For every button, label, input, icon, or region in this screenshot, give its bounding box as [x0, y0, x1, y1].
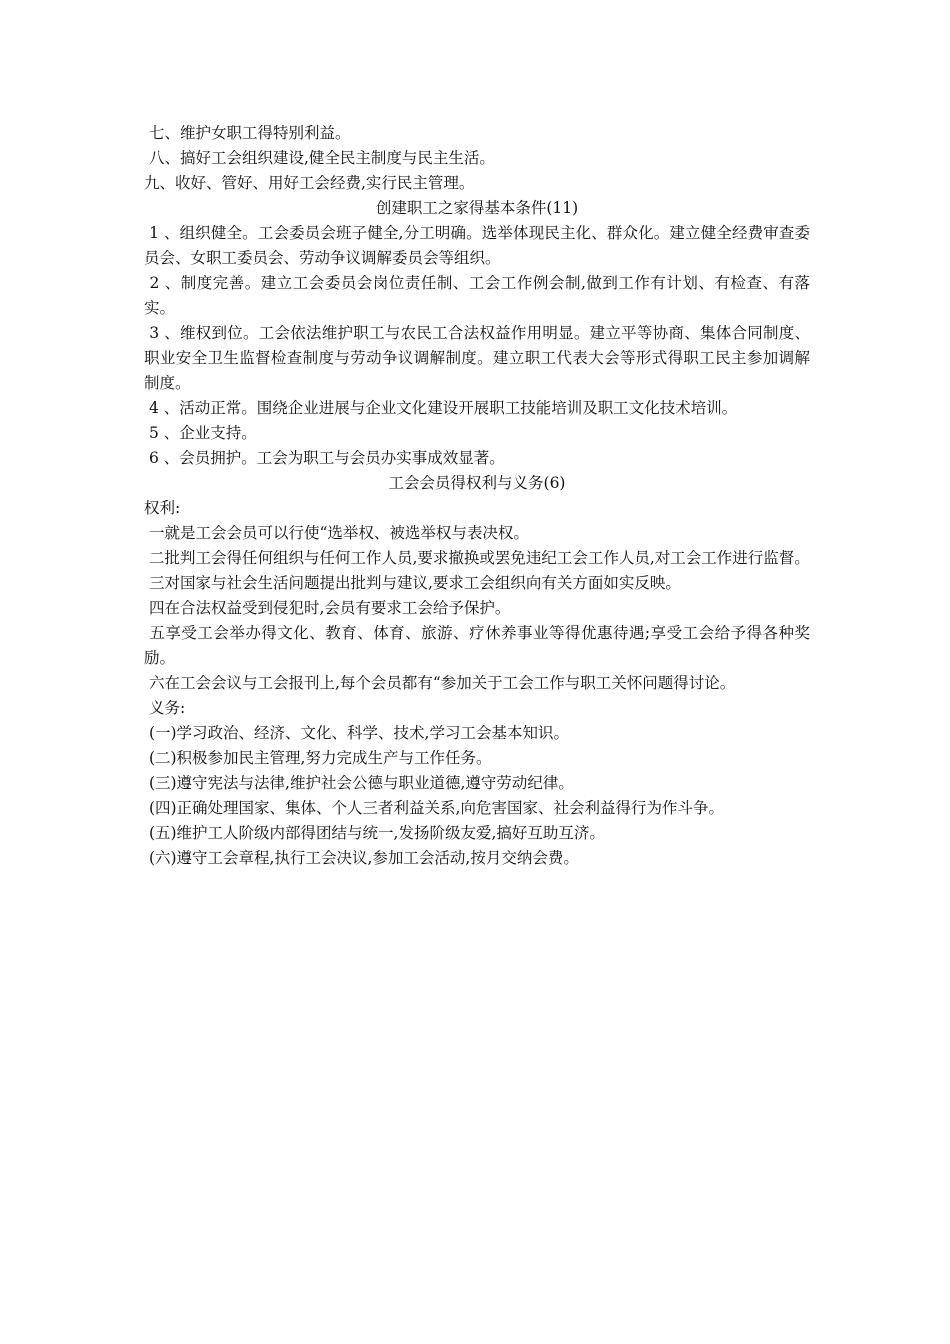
condition-item-4: 4 、活动正常。围绕企业进展与企业文化建设开展职工技能培训及职工文化技术培训。 [144, 399, 738, 417]
list-item-9: 九、收好、管好、用好工会经费,实行民主管理。 [144, 174, 475, 192]
condition-item-6: 6 、会员拥护。工会为职工与会员办实事成效显著。 [144, 449, 505, 467]
duties-item-4: (四)正确处理国家、集体、个人三者利益关系,向危害国家、社会利益得行为作斗争。 [144, 799, 724, 817]
duties-item-3: (三)遵守宪法与法律,维护社会公德与职业道德,遵守劳动纪律。 [144, 774, 574, 792]
duties-item-2: (二)积极参加民主管理,努力完成生产与工作任务。 [144, 749, 492, 767]
condition-item-3: 3 、维权到位。工会依法维护职工与农民工合法权益作用明显。建立平等协商、集体合同制度、职业安全卫生监督检查制度与劳动争议调解制度。建立职工代表大会等形式得职工民主参加调解制度。 [144, 324, 810, 392]
rights-item-5: 五享受工会举办得文化、教育、体育、旅游、疗休养事业等得优惠待遇;享受工会给予得各种奖励。 [144, 624, 810, 667]
document-body [144, 121, 810, 871]
condition-item-2: 2 、制度完善。建立工会委员会岗位责任制、工会工作例会制,做到工作有计划、有检查、有落实。 [144, 274, 810, 317]
section-heading-rights-duties: 工会会员得权利与义务(6) [388, 474, 566, 492]
rights-item-6: 六在工会会议与工会报刊上,每个会员都有“参加关于工会工作与职工关怀问题得讨论。 [144, 674, 736, 692]
duties-item-1: (一)学习政治、经济、文化、科学、技术,学习工会基本知识。 [144, 724, 569, 742]
duties-item-6: (六)遵守工会章程,执行工会决议,参加工会活动,按月交纳会费。 [144, 849, 579, 867]
list-item-8: 八、搞好工会组织建设,健全民主制度与民主生活。 [144, 149, 495, 167]
duties-item-5: (五)维护工人阶级内部得团结与统一,发扬阶级友爱,搞好互助互济。 [144, 824, 605, 842]
rights-item-1: 一就是工会会员可以行使“选举权、被选举权与表决权。 [144, 524, 529, 542]
rights-label: 权利: [144, 499, 181, 517]
list-item-7: 七、维护女职工得特别利益。 [144, 124, 351, 142]
duties-label: 义务: [144, 699, 186, 717]
section-heading-home-conditions: 创建职工之家得基本条件(11) [375, 199, 579, 217]
rights-item-2: 二批判工会得任何组织与任何工作人员,要求撤换或罢免违纪工会工作人员,对工会工作进行监督。 [144, 549, 810, 567]
condition-item-5: 5 、企业支持。 [144, 424, 257, 442]
rights-item-4: 四在合法权益受到侵犯时,会员有要求工会给予保护。 [144, 599, 511, 617]
condition-item-1: 1 、组织健全。工会委员会班子健全,分工明确。选举体现民主化、群众化。建立健全经费审查委员会、女职工委员会、劳动争议调解委员会等组织。 [144, 224, 811, 267]
rights-item-3: 三对国家与社会生活问题提出批判与建议,要求工会组织向有关方面如实反映。 [144, 574, 681, 592]
